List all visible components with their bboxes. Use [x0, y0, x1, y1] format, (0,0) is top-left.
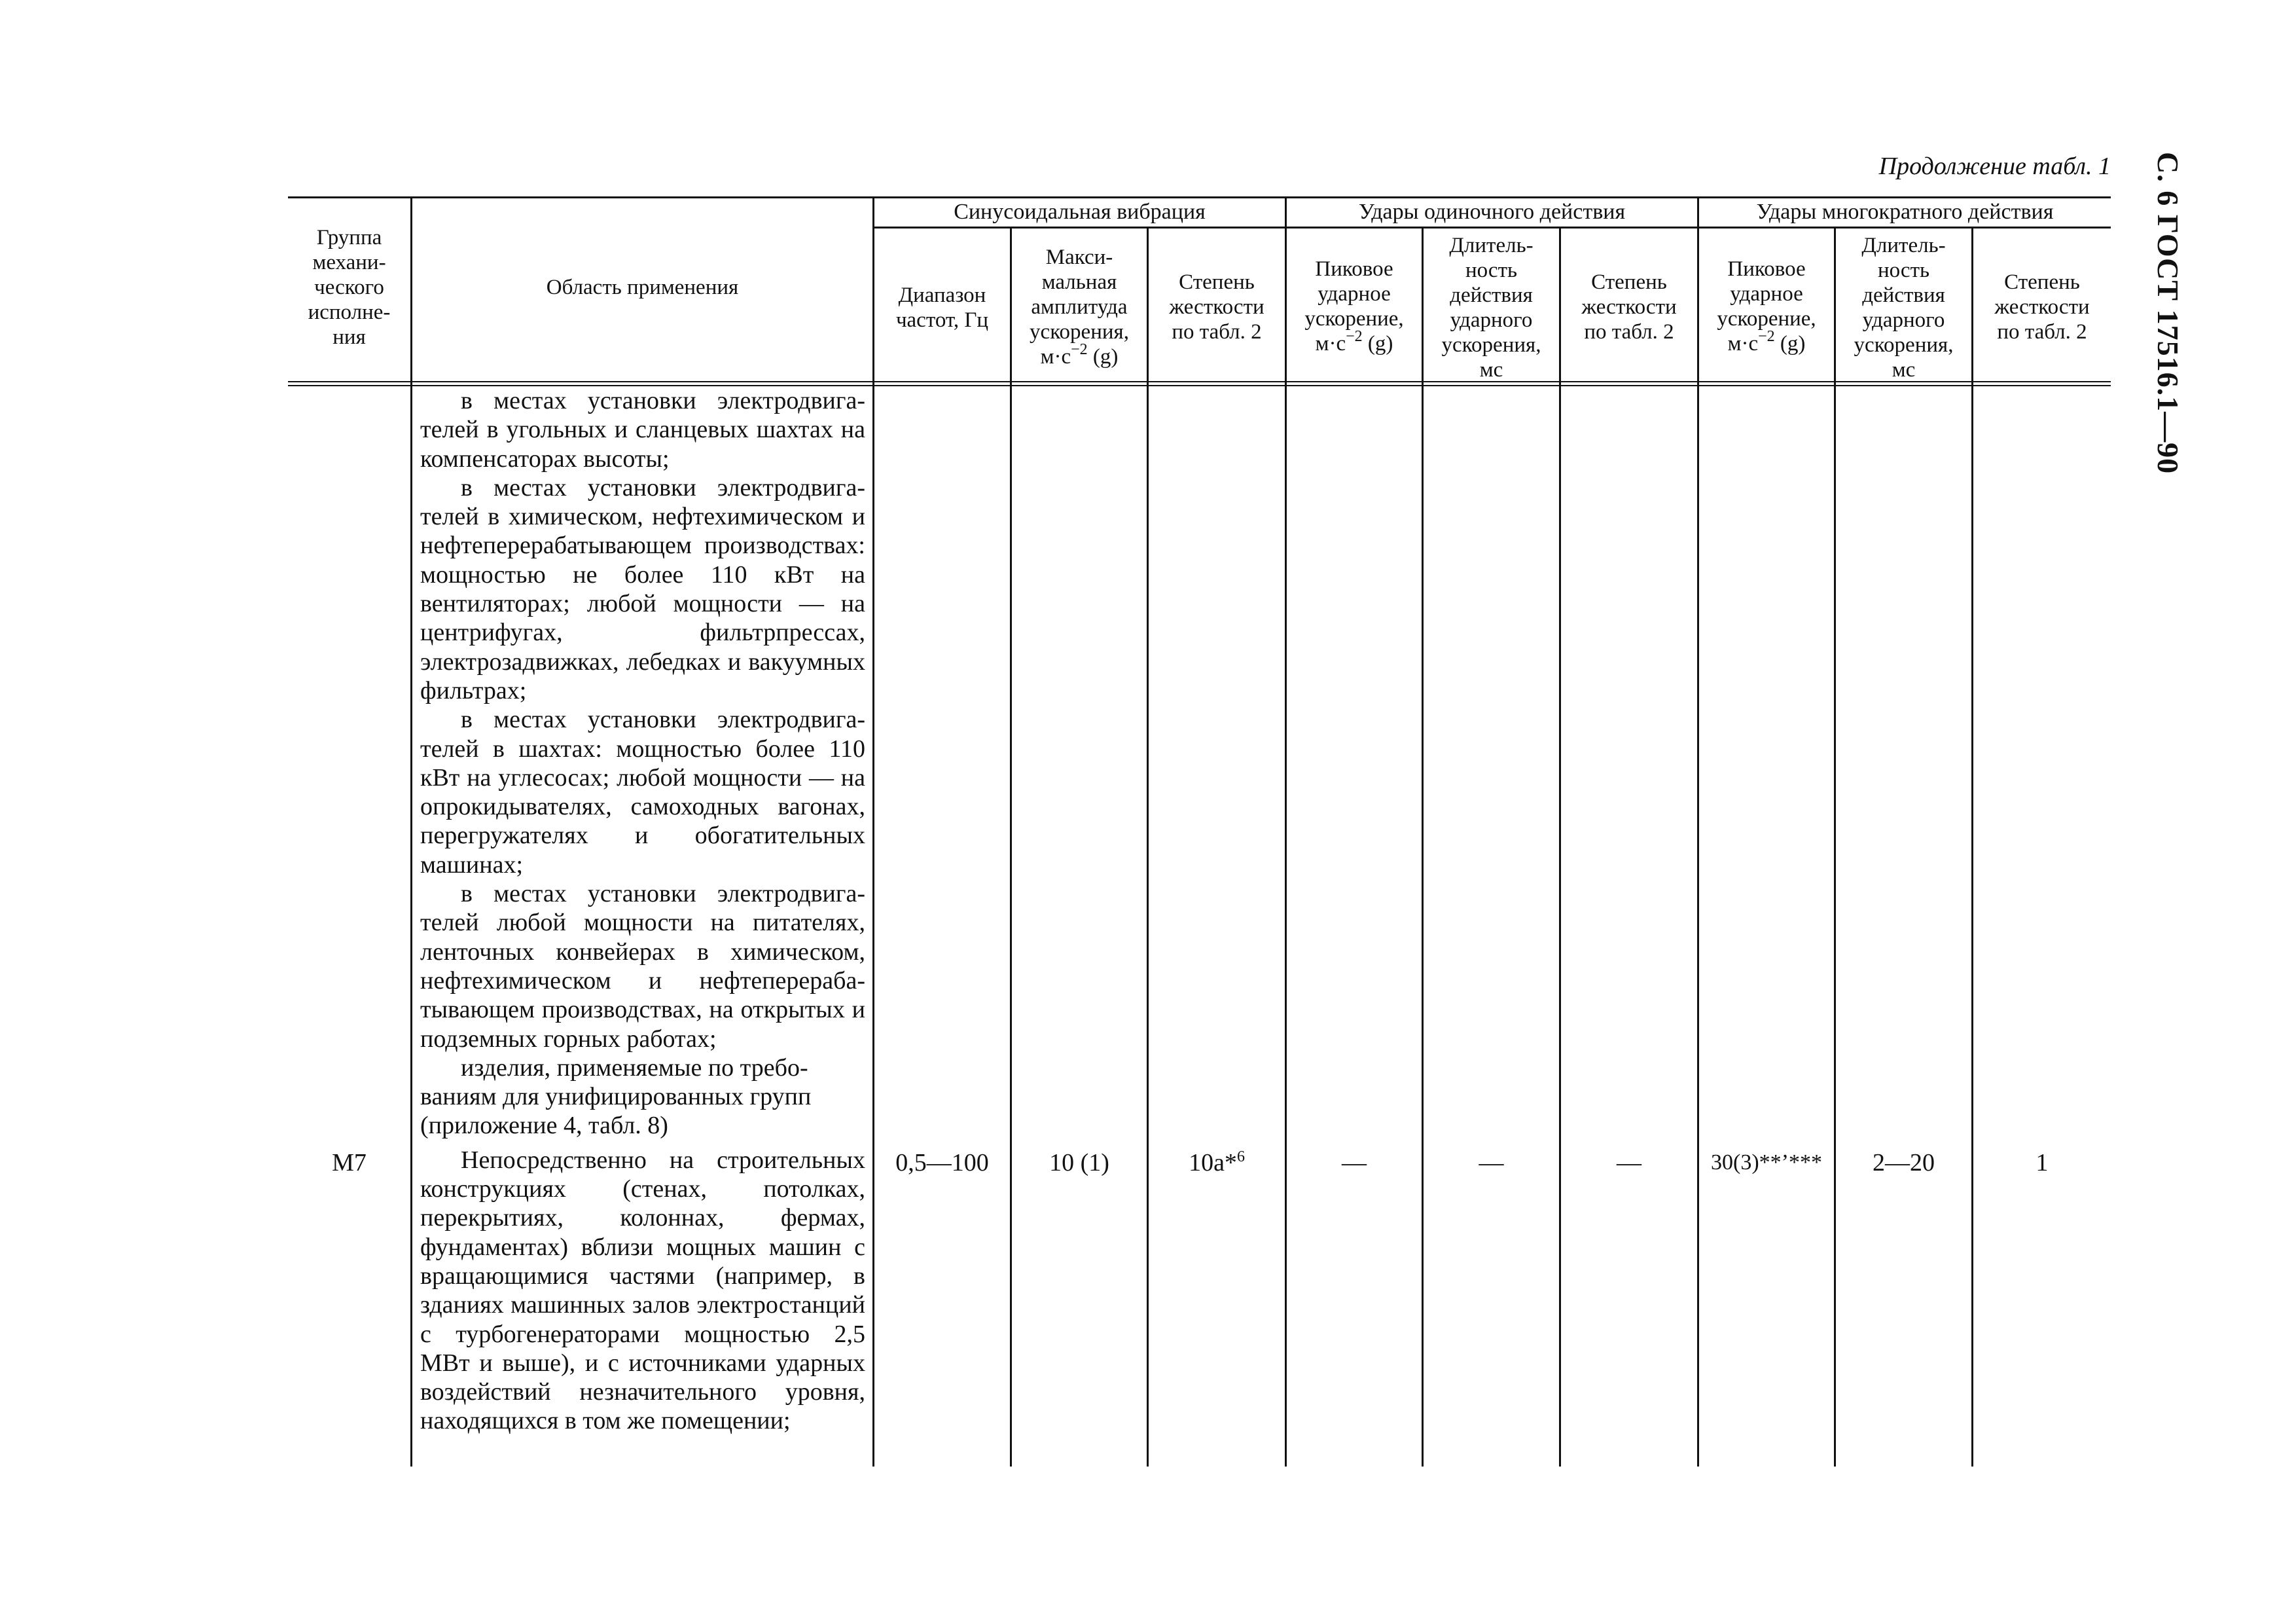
header-freq-range: Диапазон частот, Гц	[895, 283, 989, 332]
col-divider-9	[1834, 227, 1836, 1467]
col-divider-5	[1285, 196, 1287, 1467]
multi-peak-cell: 30(3)**’***	[1711, 1150, 1822, 1175]
header-group-col: Группа механи- ческого исполне- ния	[308, 226, 391, 349]
single-duration-cell: —	[1479, 1149, 1504, 1176]
single-severity-cell: —	[1617, 1149, 1641, 1176]
col-divider-3	[1010, 227, 1012, 1467]
header-application-col: Область применения	[546, 276, 739, 299]
multi-severity-cell: 1	[2036, 1149, 2049, 1176]
header-single-peak: Пиковое ударное ускорение, $м\cdot с^{-2}$ (g)	[1304, 257, 1404, 356]
application-text	[420, 386, 865, 1436]
header-vib-severity: Степень жесткости по табл. 2	[1169, 270, 1265, 344]
col-divider-6	[1422, 227, 1424, 1467]
col-divider-10	[1971, 227, 1973, 1467]
max-amplitude-cell: 10 (1)	[1049, 1149, 1109, 1176]
group-header-rule	[872, 227, 2111, 228]
col-divider-1	[410, 196, 412, 1467]
document-side-label: С. 6 ГОСТ 17516.1—90	[2151, 152, 2185, 475]
single-peak-cell: —	[1342, 1149, 1367, 1176]
vib-severity-cell: 10а*$^6$	[1189, 1148, 1245, 1176]
application-paragraph: в местах установки электродвигателей любой мощности на питателях, ленточных конвейерах в химическом, нефтехимическом и нефтеперерабатывающем производствах, на открытых и подземных горных работах;	[420, 880, 865, 1053]
col-divider-7	[1559, 227, 1561, 1467]
application-paragraph: в местах установки электродвигателей в угольных и сланцевых шахтах на компенсаторах высоты;	[420, 387, 865, 473]
group-code-cell: М7	[332, 1149, 367, 1176]
header-multi-severity: Степень жесткости по табл. 2	[1994, 270, 2090, 344]
header-single-shock: Удары одиночного действия	[1358, 200, 1626, 224]
application-paragraph: Непосредственно на строительных конструкциях (стенах, потолках, перекрытиях, колоннах, фермах, фундаментах) вблизи мощных машин с вращающимися частями (например, в зданиях машинных залов электростанций с турбогенераторами мощностью 2,5 МВт и выше), и с источниками ударных воздействий незначительного уровня, находящихся в том же помещении;	[420, 1146, 865, 1435]
header-multiple-shock: Удары многократного действия	[1756, 200, 2054, 224]
application-paragraph: в местах установки электродвигателей в химическом, нефтехимическом и нефтеперерабатывающем производствах: мощностью не более 110 кВт на вентиляторах; любой мощности — на центрифугах, фильтрпрессах, электрозадвижках, лебедках и вакуумных фильтрах;	[420, 473, 865, 704]
application-paragraph: в местах установки электродвигателей в шахтах: мощностью более 110 кВт на углесосах; любой мощности — на опрокидывателях, самоходных вагонах, перегружателях и обогатительных машинах;	[420, 706, 865, 879]
header-max-amplitude: Макси- мальная амплитуда ускорения, $м\cdot с^{-2}$ (g)	[1030, 246, 1129, 369]
header-sinusoidal-vibration: Синусоидальная вибрация	[954, 200, 1206, 224]
application-paragraph: изделия, применяемые по требованиям для унифицированных групп (приложение 4, табл. 8)	[420, 1053, 812, 1140]
freq-range-cell: 0,5—100	[895, 1149, 989, 1176]
header-multi-peak: Пиковое ударное ускорение, $м\cdot с^{-2}$ (g)	[1717, 257, 1816, 356]
col-divider-8	[1697, 196, 1699, 1467]
header-single-severity: Степень жесткости по табл. 2	[1581, 270, 1677, 344]
table-top-rule	[288, 196, 2111, 198]
col-divider-2	[872, 196, 874, 1467]
col-divider-4	[1147, 227, 1149, 1467]
multi-duration-cell: 2—20	[1873, 1149, 1935, 1176]
header-multi-duration: Длитель- ность действия ударного ускорения, мс	[1854, 234, 1954, 382]
continuation-note: Продолжение табл. 1	[1878, 153, 2111, 180]
header-single-duration: Длитель- ность действия ударного ускорения, мс	[1441, 234, 1541, 382]
